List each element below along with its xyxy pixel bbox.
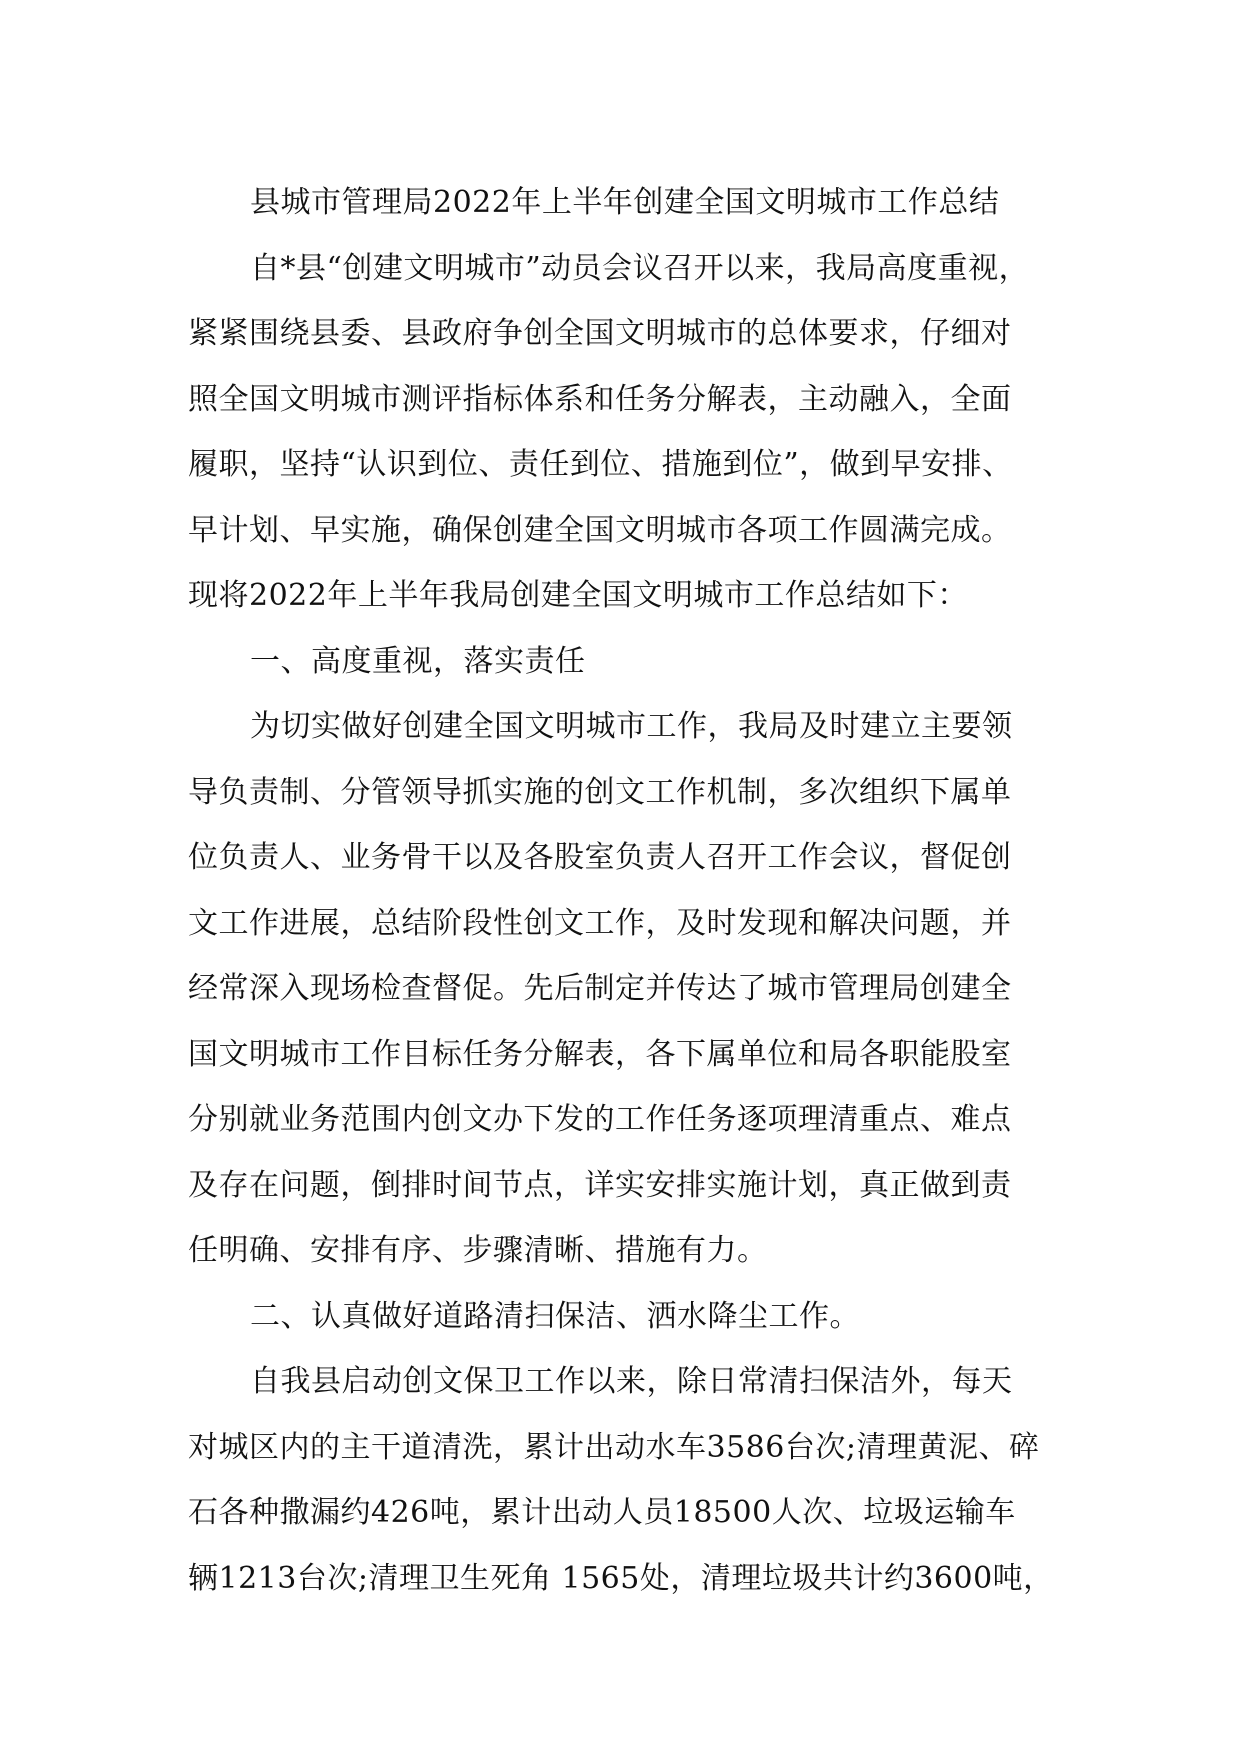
paragraph-line: 国文明城市工作目标任务分解表，各下属单位和局各职能股室	[188, 1036, 1012, 1072]
paragraph-line: 履职，坚持“认识到位、责任到位、措施到位”，做到早安排、	[188, 447, 1013, 482]
section-heading: 二、认真做好道路清扫保洁、洒水降尘工作。	[250, 1298, 860, 1334]
paragraph-line: 紧紧围绕县委、县政府争创全国文明城市的总体要求，仔细对	[188, 316, 1012, 351]
paragraph-line: 现将2022年上半年我局创建全国文明城市工作总结如下：	[188, 578, 968, 613]
paragraph-line: 早计划、早实施，确保创建全国文明城市各项工作圆满完成。	[188, 512, 1012, 548]
section-heading: 一、高度重视，落实责任	[250, 643, 586, 679]
paragraph-line: 任明确、安排有序、步骤清晰、措施有力。	[188, 1233, 768, 1268]
document-page	[188, 170, 1068, 1611]
paragraph-line: 自我县启动创文保卫工作以来，除日常清扫保洁外，每天	[250, 1364, 1013, 1399]
paragraph-line: 文工作进展，总结阶段性创文工作，及时发现和解决问题，并	[188, 905, 1012, 941]
paragraph-line: 导负责制、分管领导抓实施的创文工作机制，多次组织下属单	[188, 774, 1012, 810]
document-title: 县城市管理局2022年上半年创建全国文明城市工作总结	[250, 185, 1000, 220]
paragraph-line: 及存在问题，倒排时间节点，详实安排实施计划，真正做到责	[188, 1167, 1012, 1203]
paragraph-line: 自*县“创建文明城市”动员会议召开以来，我局高度重视，	[250, 250, 1030, 286]
paragraph-line: 辆1213台次;清理卫生死角 1565处，清理垃圾共计约3600吨，	[188, 1560, 1054, 1596]
paragraph-line: 位负责人、业务骨干以及各股室负责人召开工作会议，督促创	[188, 840, 1012, 875]
paragraph-line: 照全国文明城市测评指标体系和任务分解表，主动融入，全面	[188, 381, 1012, 417]
paragraph-line: 对城区内的主干道清洗，累计出动水车3586台次;清理黄泥、碎	[188, 1429, 1040, 1465]
paragraph-line: 经常深入现场检查督促。先后制定并传达了城市管理局创建全	[188, 971, 1012, 1006]
paragraph-line: 分别就业务范围内创文办下发的工作任务逐项理清重点、难点	[188, 1102, 1012, 1137]
paragraph-line: 为切实做好创建全国文明城市工作，我局及时建立主要领	[250, 709, 1013, 744]
paragraph-line: 石各种撒漏约426吨，累计出动人员18500人次、垃圾运输车	[188, 1495, 1016, 1530]
